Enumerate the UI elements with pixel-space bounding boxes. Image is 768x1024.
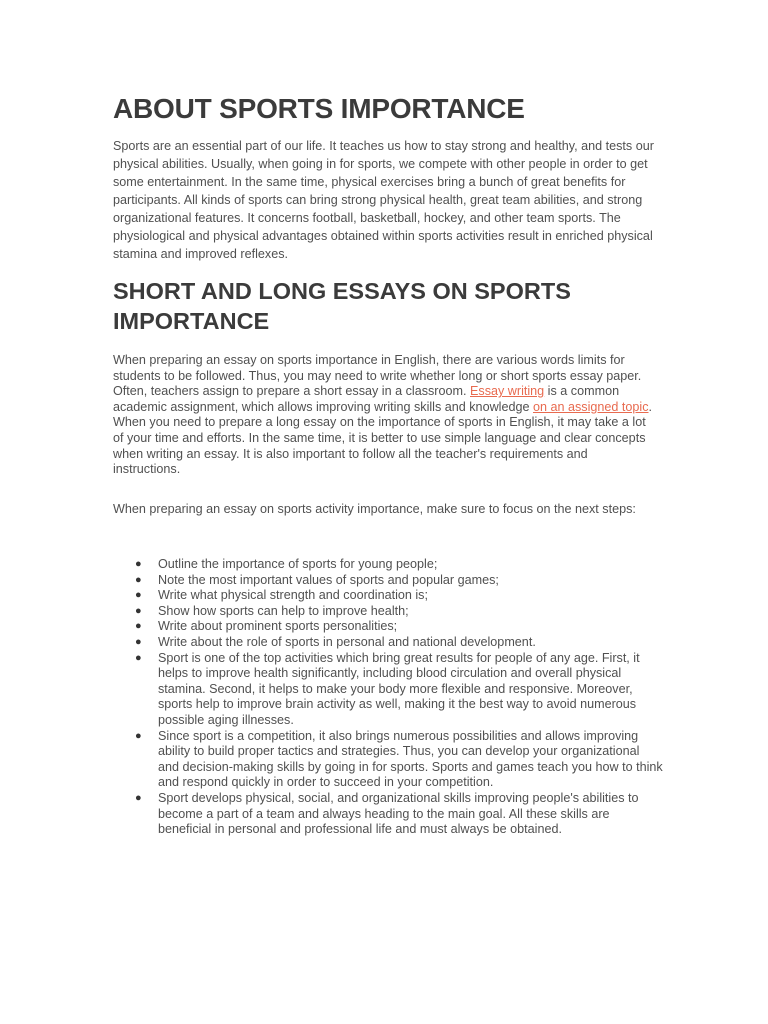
bullet-icon: ● (135, 729, 142, 742)
list-item (113, 651, 663, 729)
bullet-icon: ● (135, 620, 142, 633)
intro-paragraph: Sports are an essential part of our life. It teaches us how to stay strong and healthy, and tests our physical abilities. Usually, when going in for sports, we compete with other people in order to get some entertainment. In the same time, physical exercises bring a bunch of great benefits for participants. All kinds of sports can bring strong physical health, great team abilities, and strong organizational features. It concerns football, basketball, hockey, and other team sports. The physiological and physical advantages obtained within sports activities result in enriched physical stamina and improved reflexes. (113, 139, 654, 261)
essay-paragraph-text: is a common academic assignment, which allows improving writing skills and knowledge (113, 384, 620, 414)
steps-intro-paragraph: When preparing an essay on sports activity importance, make sure to focus on the next steps: (113, 502, 636, 516)
bullet-icon: ● (135, 651, 142, 664)
list-item-text: Write about the role of sports in personal and national development. (158, 634, 536, 649)
essay-paragraph-text: . When you need to prepare a long essay on the importance of sports in English, it may take a lot of your time and efforts. In the same time, it is better to use simple language and clear concepts when writing an essay. It is also important to follow all the teacher's requirements and instructions. (113, 399, 653, 477)
essay-paragraph (113, 353, 658, 478)
list-item-text: Write what physical strength and coordination is; (158, 588, 428, 603)
bullet-icon: ● (135, 604, 142, 617)
essay-paragraph-text: When preparing an essay on sports importance in English, there are various words limits for students to be followed. Thus, you may need to write whether long or short sports essay paper. Often, teachers assign to prepare a short essay in a classroom. (113, 353, 642, 399)
list-item (113, 619, 663, 635)
bullet-icon: ● (135, 791, 142, 804)
section-heading-essays: SHORT AND LONG ESSAYS ON SPORTS IMPORTANCE (113, 278, 571, 334)
assigned-topic-link[interactable]: on an assigned topic (532, 399, 649, 414)
list-item (113, 635, 663, 651)
section-heading-about: ABOUT SPORTS IMPORTANCE (113, 93, 525, 124)
list-item-text: Sport develops physical, social, and organizational skills improving people's abilities to become a part of a team and always heading to the main goal. All these skills are beneficial in personal and professional life and must always be obtained. (158, 790, 639, 837)
list-item (113, 729, 663, 791)
list-item-text: Outline the importance of sports for young people; (158, 557, 438, 571)
list-item-text: Write about prominent sports personalities; (158, 619, 398, 634)
bullet-icon: ● (135, 573, 142, 586)
list-item (113, 604, 663, 620)
list-item (113, 791, 663, 838)
list-item-text: Show how sports can help to improve health; (158, 603, 409, 618)
bullet-icon: ● (135, 558, 142, 570)
list-item-text: Since sport is a competition, it also brings numerous possibilities and allows improving ability to build proper tactics and strategies. Thus, you can develop your organizational and decision-making skills by going in for sports. Sports and games teach you how to think and respond quickly in order to succeed in your competition. (158, 728, 663, 790)
list-item (113, 588, 663, 604)
list-item (113, 557, 663, 573)
bullet-icon: ● (135, 589, 142, 602)
bullet-icon: ● (135, 635, 142, 648)
essay-writing-link[interactable]: Essay writing (470, 384, 545, 399)
steps-list (113, 557, 663, 838)
list-item (113, 573, 663, 589)
list-item-text: Note the most important values of sports and popular games; (158, 572, 499, 587)
list-item-text: Sport is one of the top activities which bring great results for people of any age. First, it helps to improve health significantly, including blood circulation and overall physical stamina. Second, it helps to make your body more flexible and responsive. Moreover, sports help to improve brain activity as well, making it the best way to avoid numerous possible aging illnesses. (158, 650, 640, 727)
